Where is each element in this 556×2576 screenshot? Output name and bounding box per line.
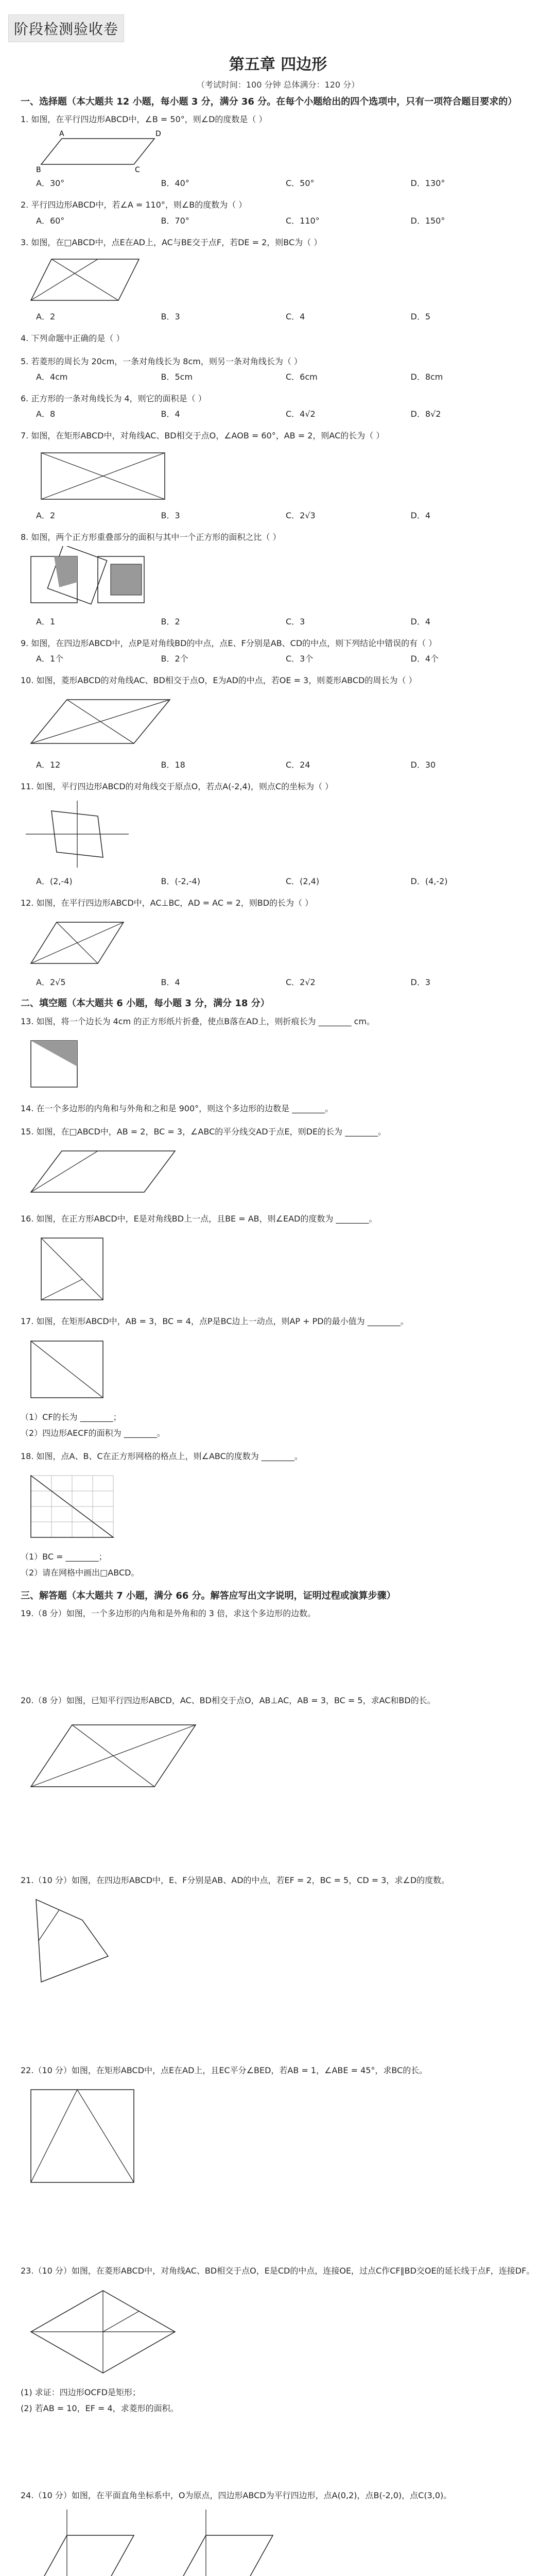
question-15 [21, 1125, 535, 1202]
choice-d[interactable]: D．150° [410, 215, 445, 226]
question-13 [21, 1014, 535, 1092]
choice-a[interactable]: A．2 [36, 510, 56, 520]
question-text: 14. 在一个多边形的内角和与外角和之和是 900°，则这个多边形的边数是 ________。 [21, 1103, 334, 1113]
choices [36, 370, 535, 382]
choice-a[interactable]: A．(2,-4) [36, 876, 73, 887]
question-19 [21, 1606, 535, 1684]
question-text: 1. 如图，在平行四边形ABCD中，∠B = 50°，则∠D的度数是（ ） [21, 114, 267, 125]
question-11 [21, 779, 535, 887]
section-heading-1: 一、选择题（本大题共 12 小题，每小题 3 分，满分 36 分。在每个小题给出的四个选项中，只有一项符合题目要求的） [21, 96, 517, 107]
question-21 [21, 1873, 535, 2054]
choice-b[interactable]: B．4 [161, 977, 180, 988]
choice-b[interactable]: B．3 [161, 311, 180, 321]
question-text: 9. 如图，在四边形ABCD中，点P是对角线BD的中点，点E、F分别是AB、CD的中点，则下列结论中错误的有（ ） [21, 638, 437, 648]
choice-d[interactable]: D．4 [410, 616, 431, 626]
choice-c[interactable]: C．2√2 [286, 977, 316, 988]
section-heading-2: 二、填空题（本大题共 6 小题，每小题 3 分，满分 18 分） [21, 998, 270, 1009]
question-text: 18. 如图，点A、B、C在正方形网格的格点上，则∠ABC的度数为 ________。 [21, 1451, 303, 1461]
choice-a[interactable]: A．1个 [36, 653, 64, 664]
question-2 [21, 198, 535, 226]
choice-d[interactable]: D．4个 [410, 653, 439, 664]
choices [36, 177, 535, 189]
choice-c[interactable]: C．24 [286, 760, 310, 770]
choice-a[interactable]: A．2√5 [36, 977, 66, 988]
question-6 [21, 392, 535, 419]
parallelogram-figure [21, 128, 175, 175]
sub-question-2: （2）请在网格中画出□ABCD。 [21, 1568, 140, 1578]
quadrilateral-figure [21, 1889, 124, 1992]
choice-c[interactable]: C．4 [286, 311, 305, 321]
folding-figure [21, 1030, 93, 1092]
parallelogram-figure [21, 251, 154, 308]
question-text: 22.（10 分）如图，在矩形ABCD中，点E在AD上，且EC平分∠BED，若AB = 1，∠ABE = 45°，求BC的长。 [21, 2065, 428, 2076]
choices [36, 615, 535, 627]
question-text: 12. 如图，在平行四边形ABCD中，AC⊥BC，AD = AC = 2，则BD的长为（ ） [21, 898, 314, 908]
question-1 [21, 112, 535, 189]
question-text: 6. 正方形的一条对角线长为 4，则它的面积是（ ） [21, 394, 206, 404]
overlapping-squares-figure [21, 546, 154, 613]
question-3 [21, 235, 535, 322]
choice-a[interactable]: A．4cm [36, 372, 68, 382]
question-text: 24.（10 分）如图，在平面直角坐标系中，O为原点，四边形ABCD为平行四边形，点A(0,2)，点B(-2,0)，点C(3,0)。 [21, 2490, 452, 2500]
question-text: 15. 如图，在□ABCD中，AB = 2，BC = 3，∠ABC的平分线交AD于点E，则DE的长为 ________。 [21, 1127, 387, 1137]
choice-d[interactable]: D．4 [410, 510, 431, 520]
svg-text:A: A [59, 130, 64, 139]
question-14 [21, 1101, 535, 1115]
question-text: 23.（10 分）如图，在菱形ABCD中，对角线AC、BD相交于点O，E是CD的中点，连接OE，过点C作CF∥BD交OE的延长线于点F，连接DF。 [21, 2266, 535, 2276]
question-text: 5. 若菱形的周长为 20cm，一条对角线长为 8cm，则另一条对角线长为（ ） [21, 356, 302, 366]
choices [36, 509, 535, 521]
question-5 [21, 354, 535, 382]
choice-b[interactable]: B．4 [161, 409, 180, 419]
grid-figure [21, 1465, 124, 1548]
question-text: 10. 如图，菱形ABCD的对角线AC、BD相交于点O，E为AD的中点，若OE = 3，则菱形ABCD的周长为（ ） [21, 675, 417, 685]
question-text: 17. 如图，在矩形ABCD中，AB = 3，BC = 4，点P是BC边上一动点，则AP + PD的最小值为 ________。 [21, 1316, 409, 1327]
choice-c[interactable]: C．4√2 [286, 409, 316, 419]
coordinate-figure [21, 795, 134, 873]
answer-space [21, 2193, 535, 2255]
choice-a[interactable]: A．1 [36, 616, 56, 626]
question-18 [21, 1449, 535, 1580]
answer-space [21, 1622, 535, 1684]
choice-b[interactable]: B．40° [161, 178, 189, 189]
choice-c[interactable]: C．6cm [286, 372, 318, 382]
choice-b[interactable]: B．5cm [161, 372, 193, 382]
section-heading-3: 三、解答题（本大题共 7 小题，满分 66 分。解答应写出文字说明，证明过程或演算步骤） [21, 1590, 396, 1601]
answer-space [21, 2417, 535, 2479]
parallelogram-figure [21, 1709, 206, 1802]
choice-b[interactable]: B．70° [161, 215, 189, 226]
choices [36, 758, 535, 770]
parallelogram-figure [21, 912, 134, 974]
svg-text:B: B [36, 166, 41, 175]
choice-b[interactable]: B．3 [161, 510, 180, 520]
choice-a[interactable]: A．8 [36, 409, 56, 419]
choice-c[interactable]: C．110° [286, 215, 320, 226]
svg-text:C: C [135, 166, 140, 175]
choice-d[interactable]: D．8√2 [410, 409, 441, 419]
choice-a[interactable]: A．30° [36, 178, 65, 189]
sub-question-1: (1) 求证：四边形OCFD是矩形； [21, 2387, 141, 2397]
question-text: 3. 如图，在□ABCD中，点E在AD上，AC与BE交于点F，若DE = 2，则BC为（ ） [21, 237, 322, 247]
square-figure [21, 1228, 124, 1305]
choice-c[interactable]: C．2√3 [286, 510, 316, 520]
question-text: 16. 如图，在正方形ABCD中，E是对角线BD上一点，且BE = AB，则∠EAD的度数为 ________。 [21, 1214, 377, 1224]
sub-question-1: （1）BC = ________； [21, 1552, 107, 1562]
choices [36, 310, 535, 322]
choice-c[interactable]: C．(2,4) [286, 876, 320, 887]
rectangle-figure [21, 445, 185, 507]
question-10 [21, 673, 535, 770]
question-16 [21, 1212, 535, 1305]
question-24 [21, 2488, 535, 2576]
rectangle-figure [21, 1331, 113, 1408]
choices [36, 652, 535, 664]
choice-a[interactable]: A．60° [36, 215, 65, 226]
question-4 [21, 331, 535, 345]
svg-text:D: D [155, 130, 161, 139]
page-tag: 阶段检测验收卷 [8, 14, 124, 42]
choice-d[interactable]: D．130° [410, 178, 445, 189]
choice-d[interactable]: D．5 [410, 311, 431, 321]
choice-b[interactable]: B．2 [161, 616, 180, 626]
choice-d[interactable]: D．3 [410, 977, 431, 988]
document [21, 52, 535, 2576]
choices [36, 875, 535, 887]
question-text: 8. 如图，两个正方形重叠部分的面积与其中一个正方形的面积之比（ ） [21, 532, 281, 542]
choice-a[interactable]: A．12 [36, 760, 61, 770]
question-9 [21, 636, 535, 664]
sub-question-2: （2）四边形AECF的面积为 ________。 [21, 1428, 165, 1438]
question-23 [21, 2264, 535, 2479]
choice-b[interactable]: B．18 [161, 760, 185, 770]
choice-c[interactable]: C．3 [286, 616, 305, 626]
question-22 [21, 2063, 535, 2255]
rhombus-figure [21, 2280, 185, 2383]
question-8 [21, 530, 535, 627]
question-17 [21, 1314, 535, 1440]
question-12 [21, 896, 535, 988]
question-20 [21, 1693, 535, 1864]
question-text: 13. 如图，将一个边长为 4cm 的正方形纸片折叠，使点B落在AD上，则折痕长为 ________ cm。 [21, 1016, 375, 1026]
sub-question-2: (2) 若AB = 10，EF = 4，求菱形的面积。 [21, 2403, 179, 2413]
choice-b[interactable]: B．2个 [161, 653, 188, 664]
choices [36, 408, 535, 419]
page-title: 第五章 四边形 [229, 56, 327, 74]
choice-d[interactable]: D．30 [410, 760, 436, 770]
question-text: 21.（10 分）如图，在四边形ABCD中，E、F分别是AB、AD的中点，若EF = 2，BC = 5，CD = 3，求∠D的度数。 [21, 1875, 450, 1886]
choice-c[interactable]: C．3个 [286, 653, 314, 664]
choice-d[interactable]: D．8cm [410, 372, 443, 382]
question-text: 20.（8 分）如图，已知平行四边形ABCD，AC、BD相交于点O，AB⊥AC，AB = 3，BC = 5，求AC和BD的长。 [21, 1695, 436, 1705]
parallelogram-figure [21, 1141, 185, 1202]
choices [36, 976, 535, 988]
coordinate-figures [21, 2504, 288, 2576]
choice-a[interactable]: A．2 [36, 311, 56, 321]
question-text: 19.（8 分）如图，一个多边形的内角和是外角和的 3 倍，求这个多边形的边数。 [21, 1608, 316, 1618]
choice-c[interactable]: C．50° [286, 178, 315, 189]
question-text: 11. 如图，平行四边形ABCD的对角线交于原点O，若点A(-2,4)，则点C的坐标为（ ） [21, 782, 334, 792]
rhombus-figure [21, 689, 185, 756]
question-7 [21, 429, 535, 520]
rectangle-figure [21, 2079, 165, 2193]
answer-space [21, 1992, 535, 2054]
question-text: 7. 如图，在矩形ABCD中，对角线AC、BD相交于点O，∠AOB = 60°，AB = 2，则AC的长为（ ） [21, 431, 385, 441]
question-text: 2. 平行四边形ABCD中，若∠A = 110°，则∠B的度数为（ ） [21, 200, 247, 210]
choice-d[interactable]: D．(4,-2) [410, 876, 448, 887]
sub-question-1: （1）CF的长为 ________； [21, 1412, 121, 1422]
exam-meta: （考试时间：100 分钟 总体满分：120 分） [196, 80, 360, 90]
choice-b[interactable]: B．(-2,-4) [161, 876, 200, 887]
answer-space [21, 1802, 535, 1864]
question-text: 4. 下列命题中正确的是（ ） [21, 333, 125, 343]
choices [36, 214, 535, 226]
